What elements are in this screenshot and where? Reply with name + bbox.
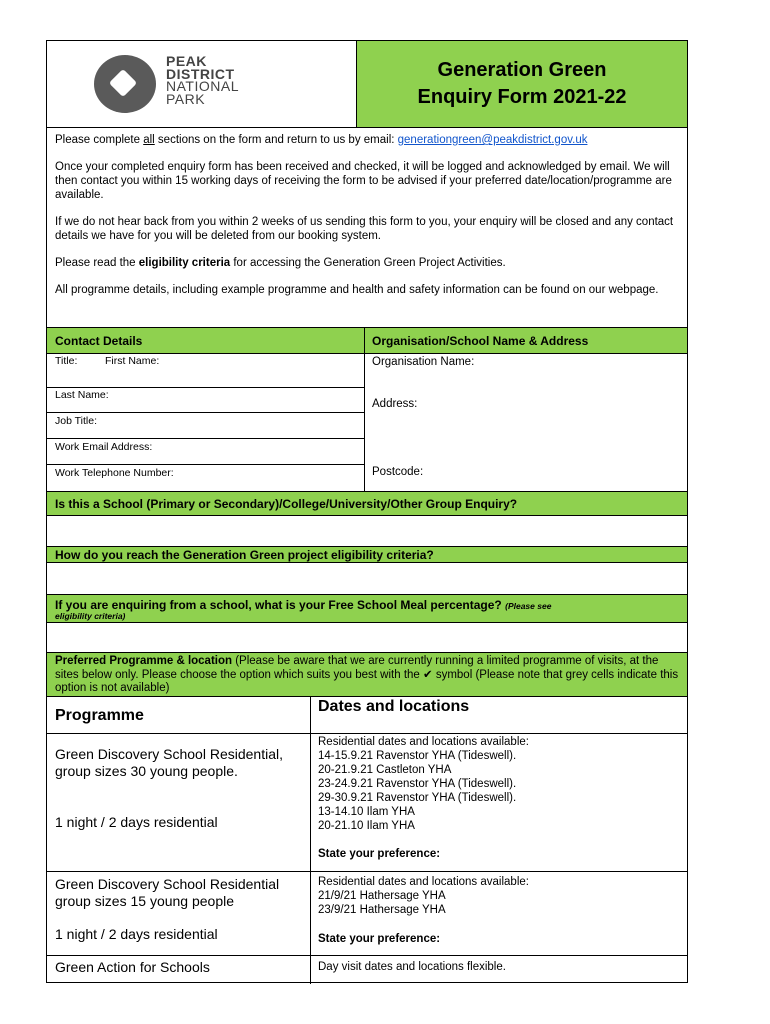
date-option[interactable]: 23-24.9.21 Ravenstor YHA (Tideswell).: [318, 778, 517, 790]
checkmark-icon: ✔: [423, 668, 433, 681]
answer-group-type[interactable]: [47, 515, 687, 546]
preferred-programme-header: Preferred Programme & location (Please be aware that we are currently running a limited programme of visits, at the sites below only. Please choose the option which suits you best with the ✔ symbol (Please note that grey cells indicate this option is not available): [47, 652, 687, 696]
postcode-field[interactable]: Postcode:: [372, 466, 424, 478]
email-link[interactable]: generationgreen@peakdistrict.gov.uk: [397, 134, 588, 146]
question-group-type: Is this a School (Primary or Secondary)/College/University/Other Group Enquiry?: [47, 491, 687, 515]
form-header: [47, 41, 687, 128]
programme-3-name: Green Action for Schools: [55, 959, 210, 975]
date-option[interactable]: 20-21.10 Ilam YHA: [318, 820, 415, 832]
date-option[interactable]: 14-15.9.21 Ravenstor YHA (Tideswell).: [318, 750, 517, 762]
last-name-field[interactable]: Last Name:: [55, 389, 109, 401]
work-email-field[interactable]: Work Email Address:: [55, 441, 153, 453]
programme-2-preference[interactable]: State your preference:: [318, 933, 441, 945]
programme-1-preference[interactable]: State your preference:: [318, 848, 441, 860]
answer-eligibility[interactable]: [47, 562, 687, 594]
organisation-heading: Organisation/School Name & Address: [372, 334, 589, 348]
programme-1-name: Green Discovery School Residential, group sizes 30 young people.: [55, 746, 283, 779]
answer-fsm[interactable]: [47, 622, 687, 652]
date-option[interactable]: 20-21.9.21 Castleton YHA: [318, 764, 452, 776]
programme-2-duration: 1 night / 2 days residential: [55, 926, 218, 942]
date-option[interactable]: 23/9/21 Hathersage YHA: [318, 904, 446, 916]
contact-details-heading: Contact Details: [55, 334, 143, 348]
form-title: Generation Green Enquiry Form 2021-22: [417, 59, 627, 108]
logo-area: [47, 41, 357, 127]
programme-2-dates: Residential dates and locations available: 21/9/21 Hathersage YHA 23/9/21 Hathersage YHA: [318, 875, 683, 917]
address-field[interactable]: Address:: [372, 398, 418, 410]
date-option[interactable]: 21/9/21 Hathersage YHA: [318, 890, 446, 902]
intro-text: [55, 133, 681, 310]
programme-1-dates: Residential dates and locations available: 14-15.9.21 Ravenstor YHA (Tideswell). 20-21.9.21 Castleton YHA 23-24.9.21 Ravenstor YHA (Tideswell). 29-30.9.21 Ravenstor YHA (Tideswell). 13-14.10 Ilam YHA 20-21.10 Ilam YHA: [318, 735, 683, 833]
intro-paragraph-1: Please complete all sections on the form and return to us by email: generationgreen@peakdistrict.gov.uk: [55, 134, 588, 146]
intro-paragraph-5: All programme details, including example programme and health and safety information can be found on our webpage.: [55, 284, 659, 296]
question-eligibility: How do you reach the Generation Green project eligibility criteria?: [47, 546, 687, 562]
dates-column-header: Dates and locations: [318, 698, 470, 715]
peak-district-logo-icon: [94, 55, 156, 113]
title-field[interactable]: Title:: [55, 355, 78, 367]
question-fsm: If you are enquiring from a school, what is your Free School Meal percentage? (Please see eligibility criteria): [47, 594, 687, 622]
programme-2-name: Green Discovery School Residential group sizes 15 young people: [55, 876, 280, 909]
first-name-field[interactable]: First Name:: [105, 355, 160, 367]
organisation-name-field[interactable]: Organisation Name:: [372, 356, 475, 368]
enquiry-form: [46, 40, 688, 983]
job-title-field[interactable]: Job Title:: [55, 415, 98, 427]
date-option[interactable]: 29-30.9.21 Ravenstor YHA (Tideswell).: [318, 792, 517, 804]
intro-paragraph-4: Please read the eligibility criteria for accessing the Generation Green Project Activities.: [55, 257, 506, 269]
logo-wordmark: PEAK DISTRICT NATIONAL PARK: [166, 53, 239, 107]
intro-paragraph-3: If we do not hear back from you within 2 weeks of us sending this form to you, your enquiry will be closed and any contact details we have for you will be deleted from our booking system.: [55, 216, 674, 242]
contact-org-header: [47, 327, 687, 353]
work-phone-field[interactable]: Work Telephone Number:: [55, 467, 174, 479]
intro-paragraph-2: Once your completed enquiry form has been received and checked, it will be logged and acknowledged by email. We will then contact you within 15 working days of receiving the form to be advised if your preferred date/location/programme are available.: [55, 161, 672, 201]
programme-column-header: Programme: [55, 707, 144, 724]
programme-3-dates: Day visit dates and locations flexible.: [318, 961, 506, 973]
date-option[interactable]: 13-14.10 Ilam YHA: [318, 806, 415, 818]
programme-1-duration: 1 night / 2 days residential: [55, 814, 218, 830]
